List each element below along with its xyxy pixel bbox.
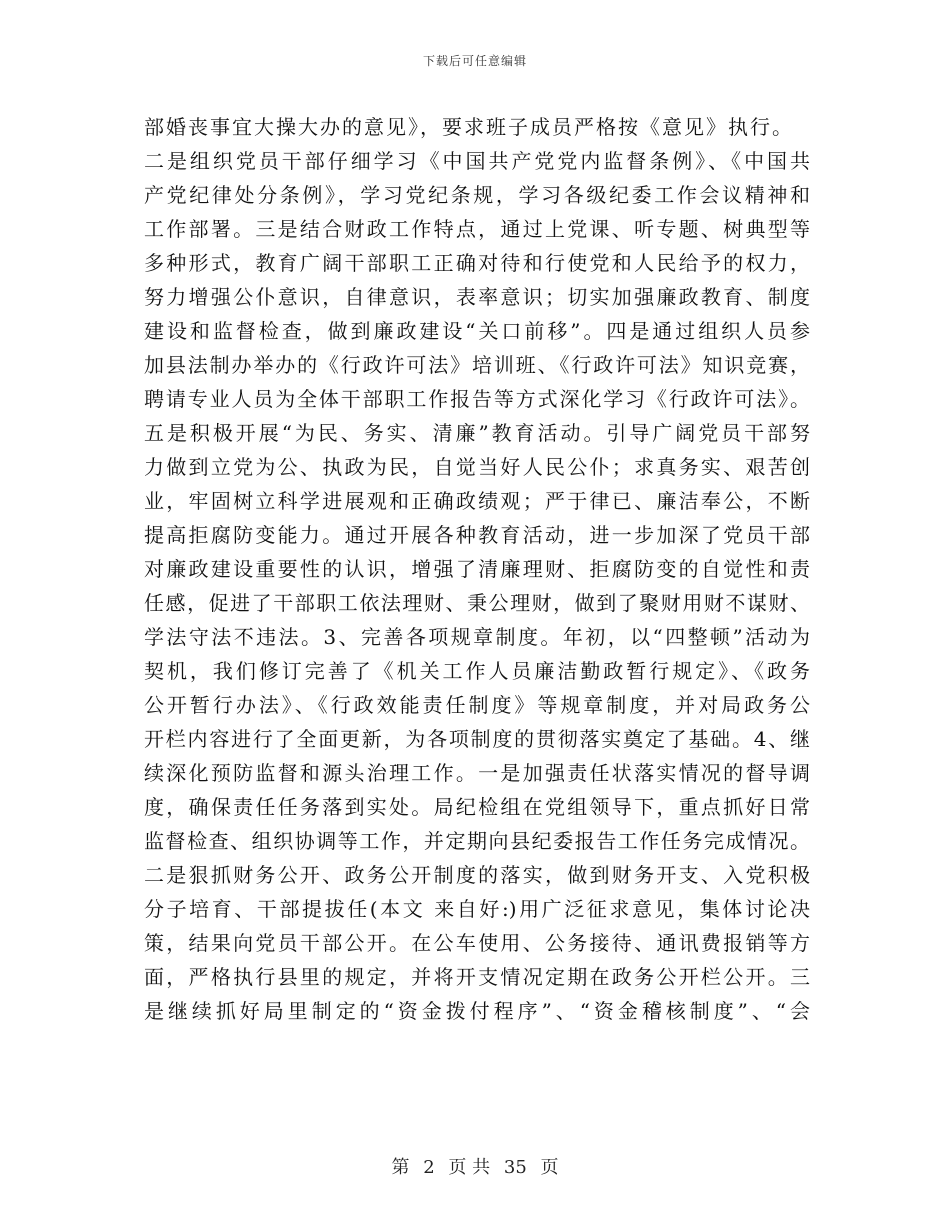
text-line: 提高拒腐防变能力。通过开展各种教育活动，进一步加深了党员干部 xyxy=(144,523,810,547)
text-line: 公开暂行办法》、《行政效能责任制度》等规章制度，并对局政务公 xyxy=(144,693,810,717)
page-header: 下载后可任意编辑 xyxy=(422,54,527,68)
text-line: 业，牢固树立科学进展观和正确政绩观；严于律已、廉洁奉公，不断 xyxy=(144,489,810,513)
text-line: 任感，促进了干部职工依法理财、秉公理财，做到了聚财用财不谋财、 xyxy=(144,591,810,615)
text-line: 对廉政建设重要性的认识，增强了清廉理财、拒腐防变的自觉性和责 xyxy=(144,557,810,581)
text-line: 契机，我们修订完善了《机关工作人员廉洁勤政暂行规定》、《政务 xyxy=(144,659,810,683)
text-line: 力做到立党为公、执政为民，自觉当好人民公仆；求真务实、艰苦创 xyxy=(144,455,810,479)
text-line: 策，结果向党员干部公开。在公车使用、公务接待、通讯费报销等方 xyxy=(144,931,810,955)
text-line: 面，严格执行县里的规定，并将开支情况定期在政务公开栏公开。三 xyxy=(144,965,810,989)
text-line: 努力增强公仆意识，自律意识，表率意识；切实加强廉政教育、制度 xyxy=(144,285,810,309)
current-page-number: 2 xyxy=(423,1157,435,1178)
page-label-prefix: 第 xyxy=(391,1157,410,1178)
text-line: 五是积极开展“为民、务实、清廉”教育活动。引导广阔党员干部努 xyxy=(144,421,810,445)
text-line: 分子培育、干部提拔任(本文 来自好:)用广泛征求意见，集体讨论决 xyxy=(144,897,810,921)
text-line: 是继续抓好局里制定的“资金拨付程序”、“资金稽核制度”、“会 xyxy=(144,999,810,1023)
text-line: 聘请专业人员为全体干部职工作报告等方式深化学习《行政许可法》。 xyxy=(144,387,810,411)
total-pages-number: 35 xyxy=(503,1157,527,1178)
text-line: 工作部署。三是结合财政工作特点，通过上党课、听专题、树典型等 xyxy=(144,217,810,241)
text-line: 学法守法不违法。3、完善各项规章制度。年初，以“四整顿”活动为 xyxy=(144,625,810,649)
text-line: 开栏内容进行了全面更新，为各项制度的贯彻落实奠定了基础。4、继 xyxy=(144,727,810,751)
text-line: 续深化预防监督和源头治理工作。一是加强责任状落实情况的督导调 xyxy=(144,761,810,785)
page-label-middle: 页 共 xyxy=(448,1157,491,1178)
text-line: 建设和监督检查，做到廉政建设“关口前移”。四是通过组织人员参 xyxy=(144,319,810,343)
text-line: 加县法制办举办的《行政许可法》培训班、《行政许可法》知识竞赛， xyxy=(144,353,810,377)
text-line: 监督检查、组织协调等工作，并定期向县纪委报告工作任务完成情况。 xyxy=(144,829,810,853)
text-line: 产党纪律处分条例》，学习党纪条规，学习各级纪委工作会议精神和 xyxy=(144,183,810,207)
page-footer xyxy=(0,1153,950,1179)
text-line: 度，确保责任任务落到实处。局纪检组在党组领导下，重点抓好日常 xyxy=(144,795,810,819)
text-line: 二是组织党员干部仔细学习《中国共产党党内监督条例》、《中国共 xyxy=(144,149,810,173)
text-line: 二是狠抓财务公开、政务公开制度的落实，做到财务开支、入党积极 xyxy=(144,863,810,887)
page-label-suffix: 页 xyxy=(540,1157,559,1178)
text-line: 多种形式，教育广阔干部职工正确对待和行使党和人民给予的权力， xyxy=(144,251,810,275)
text-line: 部婚丧事宜大操大办的意见》，要求班子成员严格按《意见》执行。 xyxy=(144,115,794,139)
document-body xyxy=(144,110,810,1028)
